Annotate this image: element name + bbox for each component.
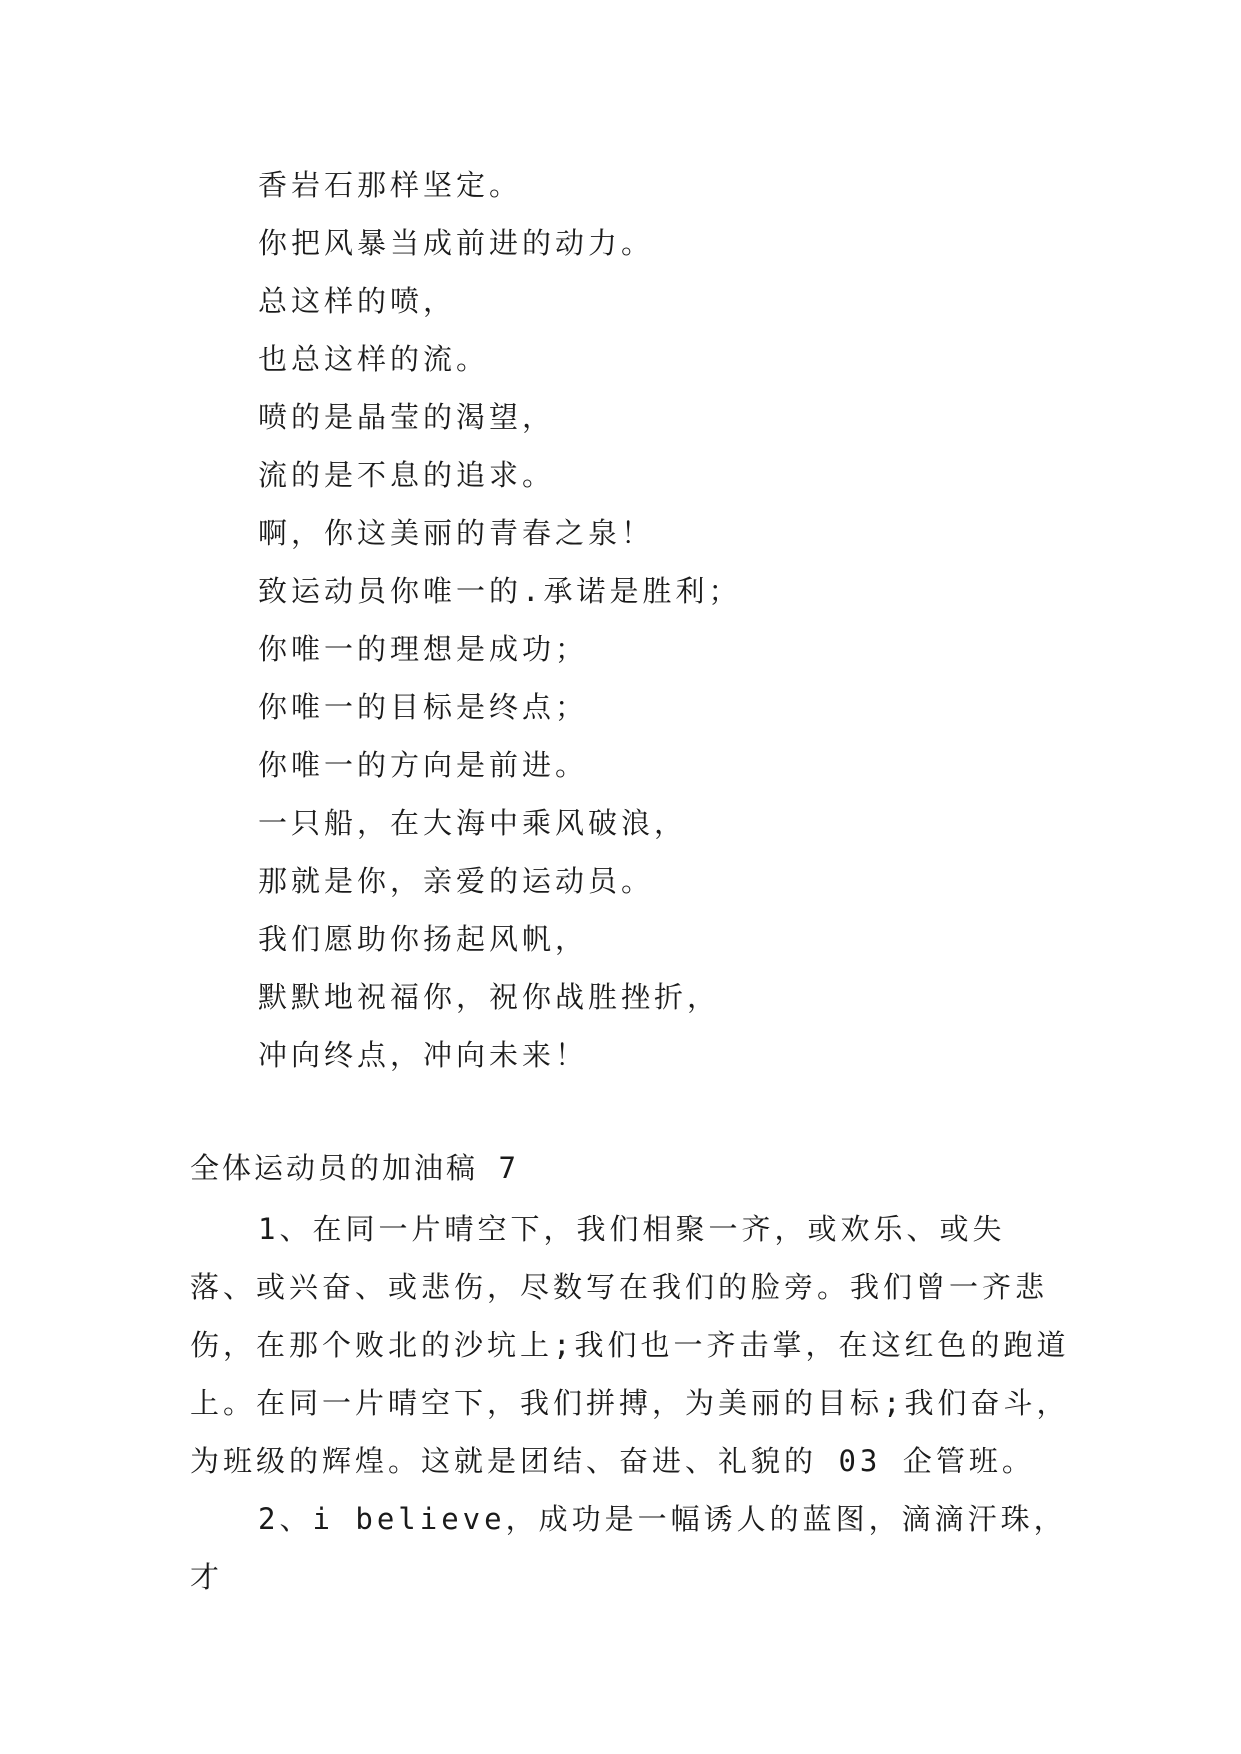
poem-line: 总这样的喷， [258, 284, 457, 318]
poem-line: 香岩石那样坚定。 [258, 168, 523, 202]
poem-line: 你唯一的理想是成功； [258, 632, 589, 666]
poem-line: 喷的是晶莹的渴望， [258, 400, 556, 434]
paragraph-1: 1、在同一片晴空下，我们相聚一齐，或欢乐、或失落、或兴奋、或悲伤，尽数写在我们的脸旁。我们曾一齐悲伤，在那个败北的沙坑上;我们也一齐击掌，在这红色的跑道上。在同一片晴空下，我们拼搏，为美丽的目标;我们奋斗，为班级的辉煌。这就是团结、奋进、礼貌的 03 企管班。 [190, 1212, 1070, 1478]
poem-line: 冲向终点，冲向未来！ [258, 1038, 589, 1072]
section-title: 全体运动员的加油稿 7 [190, 1151, 519, 1185]
poem-line: 也总这样的流。 [258, 342, 490, 376]
poem-line: 你唯一的目标是终点； [258, 690, 589, 724]
paragraph-2: 2、i believe，成功是一幅诱人的蓝图，滴滴汗珠，才 [190, 1502, 1067, 1594]
poem-line: 一只船，在大海中乘风破浪， [258, 806, 688, 840]
poem-block [258, 156, 741, 1084]
poem-line: 啊，你这美丽的青春之泉！ [258, 516, 655, 550]
poem-line: 流的是不息的追求。 [258, 458, 556, 492]
poem-line: 致运动员你唯一的.承诺是胜利； [258, 574, 742, 608]
poem-line: 你把风暴当成前进的动力。 [258, 226, 655, 260]
poem-line: 那就是你，亲爱的运动员。 [258, 864, 655, 898]
poem-line: 默默地祝福你，祝你战胜挫折， [258, 980, 721, 1014]
poem-line: 我们愿助你扬起风帆， [258, 922, 589, 956]
poem-line: 你唯一的方向是前进。 [258, 748, 589, 782]
